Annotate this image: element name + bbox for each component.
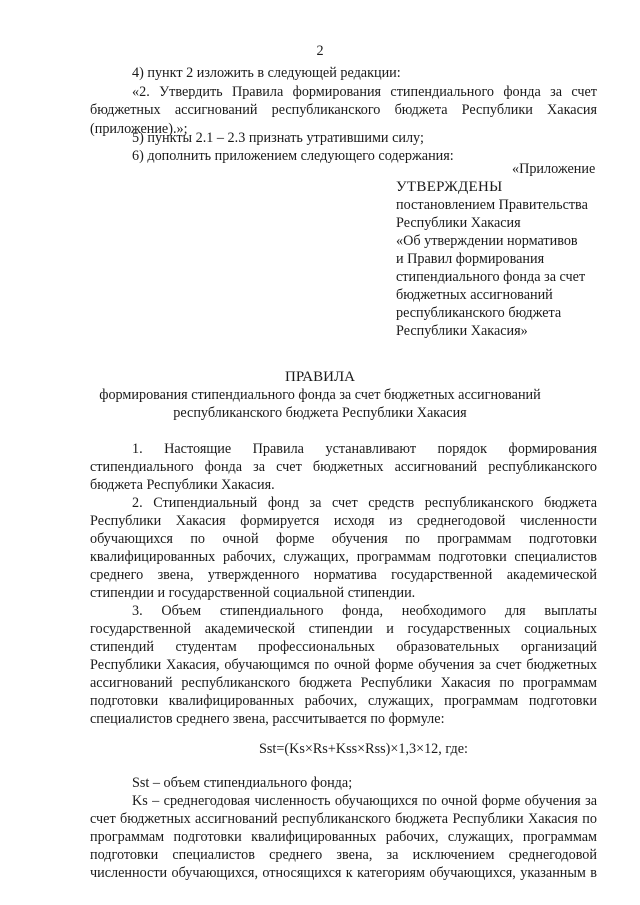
definition-line: программам подготовки квалифицированных рабочих, служащих, программам [90,829,597,845]
body-line: стипендии и государственной социальной стипендии. [90,585,416,601]
body-line: подготовки квалифицированных рабочих, служащих, программам подготовки [90,693,597,709]
approval-line: постановлением Правительства [396,197,588,213]
rules-subtitle: республиканского бюджета Республики Хакасия [173,405,467,421]
body-line: 3. Объем стипендиального фонда, необходимого для выплаты [132,603,597,619]
body-line: 2. Стипендиальный фонд за счет средств республиканского бюджета [132,495,597,511]
approval-line: республиканского бюджета [396,305,562,321]
amendment-line: «2. Утвердить Правила формирования стипендиального фонда за счет [132,84,597,100]
body-line: 1. Настоящие Правила устанавливают порядок формирования [132,441,597,457]
definition-line: подготовки специалистов среднего звена, за исключением среднегодовой [90,847,597,863]
approval-line: стипендиального фонда за счет [396,269,586,285]
approval-line: «Об утверждении нормативов [396,233,578,249]
body-line: специалистов среднего звена, рассчитывается по формуле: [90,711,445,727]
amendment-line: бюджетных ассигнований республиканского бюджета Республики Хакасия [90,102,597,118]
approved-heading: УТВЕРЖДЕНЫ [396,179,503,195]
approval-line: Республики Хакасия» [396,323,528,339]
body-line: стипендий студентам профессиональных образовательных организаций [90,639,597,655]
definition-line: численности обучающихся, относящихся к категориям обучающихся, указанным в [90,865,597,881]
amendment-line: 6) дополнить приложением следующего содержания: [132,148,454,164]
definition-line: счет бюджетных ассигнований республиканского бюджета Республики Хакасия по [90,811,597,827]
amendment-line: 5) пункты 2.1 – 2.3 признать утратившими силу; [132,130,424,146]
rules-subtitle: формирования стипендиального фонда за счет бюджетных ассигнований [99,387,541,403]
rules-title: ПРАВИЛА [285,369,355,385]
body-line: ассигнований республиканского бюджета Республики Хакасия по программам [90,675,597,691]
body-line: стипендиального фонда за счет бюджетных ассигнований республиканского [90,459,597,475]
amendment-line: (приложение).»; [90,121,188,137]
definition-line: Ks – среднегодовая численность обучающихся по очной форме обучения за [132,793,597,809]
definition-line: Sst – объем стипендиального фонда; [132,775,353,791]
formula: Sst=(Ks×Rs+Kss×Rss)×1,3×12, где: [259,741,468,757]
approval-line: Республики Хакасия [396,215,521,231]
body-line: обучающихся по очной форме обучения по программам подготовки [90,531,597,547]
body-line: государственной академической стипендии и государственных социальных [90,621,597,637]
annex-label: «Приложение [512,161,596,177]
body-line: Республики Хакасия, обучающимся по очной форме обучения за счет бюджетных [90,657,597,673]
approval-line: и Правил формирования [396,251,545,267]
body-line: Республики Хакасия формируется исходя из среднегодовой численности [90,513,597,529]
page-number: 2 [316,43,324,59]
body-line: квалифицированных рабочих, служащих, программам подготовки специалистов [90,549,597,565]
body-line: среднего звена, утвержденного норматива государственной академической [90,567,597,583]
approval-line: бюджетных ассигнований [396,287,553,303]
amendment-line: 4) пункт 2 изложить в следующей редакции: [132,65,401,81]
body-line: бюджета Республики Хакасия. [90,477,275,493]
